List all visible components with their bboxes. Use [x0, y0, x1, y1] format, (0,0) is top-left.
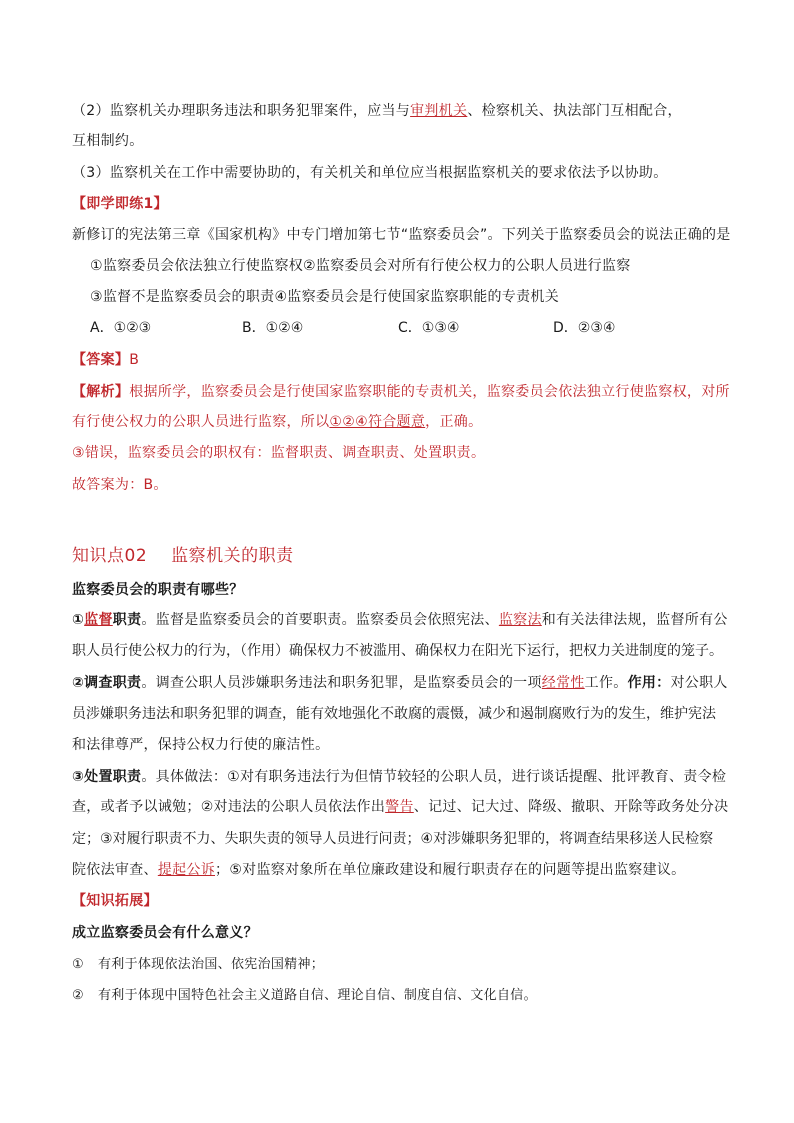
paragraph-2-line-1	[72, 101, 682, 121]
option-b: B．①②④	[242, 320, 304, 336]
text: 。监督是监察委员会的首要职责。监察委员会依照宪法、	[141, 612, 499, 628]
text: ；⑤对监察对象所在单位廉政建设和履行职责存在的问题等提出监察建议。	[215, 862, 686, 878]
exercise-tag: 【即学即练1】	[72, 196, 168, 212]
text: 根据所学，监察委员会是行使国家监察职能的专责机关，监察委员会依法独立行使监察权，对所	[129, 384, 730, 400]
duty-2-line-3: 和法律尊严，保持公权力行使的廉洁性。	[72, 737, 330, 753]
underlined-term: 警告	[385, 799, 414, 815]
text: ②调查职责	[72, 675, 142, 691]
text: 、检察机关、执法部门互相配合，	[467, 103, 682, 119]
text: 有行使公权力的公职人员进行监察，所以	[72, 414, 330, 430]
extension-item-2	[72, 986, 537, 1006]
analysis-tag: 【解析】	[72, 384, 130, 400]
knowledge-heading	[72, 541, 294, 566]
text: ，正确。	[425, 414, 483, 430]
text: 作用：	[627, 675, 671, 691]
item-text: 有利于体现中国特色社会主义道路自信、理论自信、制度自信、文化自信。	[97, 988, 537, 1003]
duty-2-line-2: 员涉嫌职务违法和职务犯罪的调查，能有效地强化不敢腐的震慑，减少和遏制腐败行为的发生，维护宪法	[72, 706, 716, 722]
text: 对公职人	[670, 675, 728, 691]
extension-question: 成立监察委员会有什么意义？	[72, 925, 258, 941]
exercise-statement-2: ③监督不是监察委员会的职责④监察委员会是行使国家监察职能的专责机关	[90, 289, 559, 305]
paragraph-2-line-2: 互相制约。	[72, 133, 144, 149]
extension-item-1	[72, 955, 324, 975]
underlined-term: 监督	[84, 612, 113, 628]
underlined-term: 监察法	[498, 612, 542, 628]
duty-3-line-1	[72, 767, 726, 787]
text: （2）监察机关办理职务违法和职务犯罪案件，应当与	[72, 103, 411, 119]
analysis-line-3: ③错误，监察委员会的职权有：监督职责、调查职责、处置职责。	[72, 445, 486, 461]
duty-2-line-1	[72, 673, 728, 693]
text: 。具体做法：①对有职务违法行为但情节较轻的公职人员，进行谈话提醒、批评教育、责令检	[141, 769, 727, 785]
knowledge-question: 监察委员会的职责有哪些？	[72, 582, 244, 598]
underlined-term: 提起公诉	[157, 862, 216, 878]
item-number: ①	[72, 957, 84, 972]
answer-line	[72, 350, 139, 370]
text: ③处置职责	[72, 769, 142, 785]
duty-1-line-2: 职人员行使公权力的行为，（作用）确保权力不被滥用、确保权力在阳光下运行，把权力关进制度的笼子。	[72, 643, 723, 659]
item-number: ②	[72, 988, 84, 1003]
answer-tag: 【答案】	[72, 352, 130, 368]
heading-title: 监察机关的职责	[171, 546, 294, 566]
heading-number: 知识点02	[72, 546, 148, 566]
extension-tag: 【知识拓展】	[72, 893, 158, 909]
option-a: A．①②③	[90, 320, 152, 336]
duty-1-line-1	[72, 610, 728, 630]
duty-3-line-3: 定；③对履行职责不力、失职失责的领导人员进行问责；④对涉嫌职务犯罪的，将调查结果移送人民检察	[72, 831, 714, 847]
text: ①	[72, 612, 85, 628]
duty-3-line-2	[72, 797, 728, 817]
text: 、记过、记大过、降级、撤职、开除等政务处分决	[413, 799, 729, 815]
exercise-question: 新修订的宪法第三章《国家机构》中专门增加第七节“监察委员会”。下列关于监察委员会的说法正确的是	[72, 227, 731, 243]
text: 工作。	[584, 675, 628, 691]
underlined-term: ①②④符合题意	[329, 414, 426, 430]
underlined-term: 经常性	[541, 675, 585, 691]
analysis-line-1	[72, 382, 730, 402]
answer-value: B	[129, 352, 140, 368]
option-c: C．①③④	[398, 320, 460, 336]
analysis-line-2	[72, 412, 482, 432]
text: 职责	[112, 612, 142, 628]
text: 和有关法律法规，监督所有公	[541, 612, 728, 628]
paragraph-3: （3）监察机关在工作中需要协助的，有关机关和单位应当根据监察机关的要求依法予以协助。	[72, 165, 668, 181]
option-d: D．②③④	[553, 320, 616, 336]
item-text: 有利于体现依法治国、依宪治国精神；	[97, 957, 325, 972]
duty-3-line-4	[72, 860, 685, 880]
underlined-term: 审判机关	[410, 103, 468, 119]
text: 院依法审查、	[72, 862, 158, 878]
text: 查，或者予以诫勉；②对违法的公职人员依法作出	[72, 799, 386, 815]
analysis-line-4: 故答案为：B。	[72, 477, 168, 493]
exercise-statement-1: ①监察委员会依法独立行使监察权②监察委员会对所有行使公权力的公职人员进行监察	[90, 258, 631, 274]
text: 。调查公职人员涉嫌职务违法和职务犯罪，是监察委员会的一项	[141, 675, 542, 691]
